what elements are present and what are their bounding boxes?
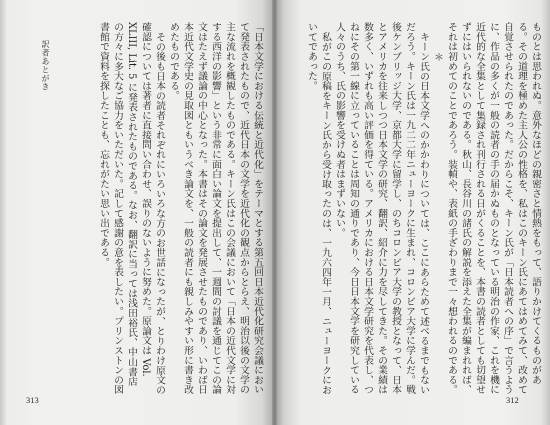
book-gutter xyxy=(272,0,277,425)
paragraph: キーン氏の日本文学へのかかわりについては、ここにあらためて述べるまでもないだろう。キーン氏は一九二二年ニューヨークに生まれ、コロンビア大学に学んだ。戦後ケンブリッジ大学、京都大学に留学し、のちコロンビア大学の教授となって、日本とアメリカを往来しつつ日本文学の研究、翻訳、紹介に力を尽してきた。その業績は数多く、いずれも高い評価を得ている。アメリカにおける日本文学研究を代表し、つねにその第一線に立っていることは周知の通りであり、今日日本文学を研究している人々のうち、氏の影響を受けぬ者はまずいない。 xyxy=(334,22,429,395)
section-break: ＊ xyxy=(432,52,443,62)
left-page-body xyxy=(58,22,264,396)
right-page-body xyxy=(287,22,542,396)
page-number: 312 xyxy=(506,395,519,405)
paragraph: ものとは思われぬ。意外なほどの親密さと情熱をもって、語りかけてくるものがある。その道理を極めた主人公の性格を、私はこのキーン氏にあてはめてみて、改めて自覚させられたのであった。だからこそ、キーン氏が「日本読者への序」で言うように、作品の多くが一般の読者の手の届かぬものとなっている明治の作家、これを機に近代的な全集として集録され刊行される日がくることを、本書の読者としても切望せずにはいられないのである。秋山、長谷川の諸氏の解説を添えた全集が編まれれば、それは初めてのことであろう。装幀や、表紙の手ざわりまで一々想われるのである。 xyxy=(446,22,541,395)
right-page xyxy=(275,0,550,425)
paragraph: 私がこの原稿をキーン氏から受け取ったのは、一九六四年一月、ニューヨークにおいてであった。 xyxy=(306,22,331,395)
paragraph: 「日本文学における伝統と近代化」をテーマとする第五回日本近代化研究会議において発表されたもので、近代日本の文学を近代化の観点からとらえ、明治以後の文学の主な流れを概観したものである。キーン氏はこの会議において「日本の近代文学に対する西洋の影響」という非常に面白い論文を提出して、一週間の討議を通じてこの論文はたえず議論の中心となった。本書はその論文を発展させたものであり、いわば日本近代文学史の見取図ともいうべき論文を、一般の読者にも親しみやすい形に書き改めたものである。 xyxy=(168,22,263,395)
paragraph: その後も日本の読者それぞれにいろいろな方のお世話になったが、とりわけ原文の確認については著者に直接問い合わせ、誤りのないように努めた。原論文は Vol. XLIII, Lit. 5 に発表されたものである。なお、翻訳に当っては浅田裕氏、中山書店の方々に多大なご協力をいただいた。記して感謝の意を表したい。プリンストンの図書館で資料を探したことも、忘れがたい思い出である。 xyxy=(98,22,165,395)
running-head: 訳者あとがき xyxy=(41,40,50,91)
page-number: 313 xyxy=(26,395,39,405)
